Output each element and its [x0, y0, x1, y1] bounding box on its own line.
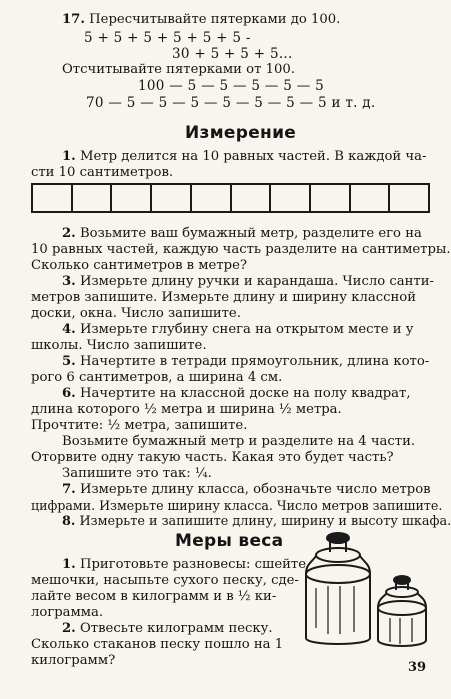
exercise-17-expr-1: 5 + 5 + 5 + 5 + 5 + 5 -	[84, 30, 251, 46]
exercise-17-line-2: Отсчитывайте пятерками от 100.	[62, 62, 295, 77]
measurement-p6b-line1: Возьмите бумажный метр и разделите на 4 части.	[62, 434, 416, 449]
ruler-cell	[73, 185, 113, 211]
measurement-p2-line3: Сколько сантиметров в метре?	[31, 258, 247, 273]
section-title-weights: Меры веса	[175, 531, 284, 551]
ruler-cell	[351, 185, 391, 211]
measurement-p6b-line3: Запишите это так: ¼.	[62, 466, 212, 481]
measurement-p1-line2: сти 10 сантиметров.	[31, 165, 174, 180]
measurement-p7-line2: цифрами. Измерьте ширину класса. Число метров запишите.	[31, 498, 443, 513]
exercise-17-expr-4: 70 — 5 — 5 — 5 — 5 — 5 — 5 — 5 и т. д.	[86, 95, 376, 111]
ruler-cell	[232, 185, 272, 211]
weights-p1-line2: мешочки, насыпьте сухого песку, сде-	[31, 573, 299, 588]
measurement-p4-line1: 4. Измерьте глубину снега на открытом месте и у	[62, 322, 414, 337]
exercise-17-text: Пересчитывайте пятерками до 100.	[89, 12, 341, 27]
measurement-p6-line3: Прочтите: ½ метра, запишите.	[31, 418, 248, 433]
measurement-p4-line2: школы. Число запишите.	[31, 338, 207, 353]
weights-illustration	[300, 528, 445, 654]
measurement-p3-line1: 3. Измерьте длину ручки и карандаша. Число санти-	[62, 274, 434, 289]
weights-p1-line4: лограмма.	[31, 605, 104, 620]
exercise-17-heading: 17. Пересчитывайте пятерками до 100.	[62, 12, 341, 27]
ruler-cell	[192, 185, 232, 211]
ruler-cell	[271, 185, 311, 211]
measurement-p6-line2: длина которого ½ метра и ширина ½ метра.	[31, 402, 342, 417]
measurement-p1-line1: 1. Метр делится на 10 равных частей. В каждой ча-	[62, 149, 427, 164]
weights-p2-line3: килограмм?	[31, 653, 116, 668]
measurement-p3-line2: метров запишите. Измерьте длину и ширину классной	[31, 290, 416, 305]
ruler-cell	[311, 185, 351, 211]
exercise-17-expr-3: 100 — 5 — 5 — 5 — 5 — 5	[138, 78, 325, 94]
ruler-cell	[390, 185, 428, 211]
meter-ruler-diagram	[31, 183, 430, 213]
weights-p2-line1: 2. Отвесьте килограмм песку.	[62, 621, 273, 636]
page-number: 39	[408, 660, 427, 675]
ruler-cell	[33, 185, 73, 211]
measurement-p2-line1: 2. Возьмите ваш бумажный метр, разделите его на	[62, 226, 422, 241]
section-title-measurement: Измерение	[185, 123, 297, 143]
weights-p2-line2: Сколько стаканов песку пошло на 1	[31, 637, 284, 652]
measurement-p6-line1: 6. Начертите на классной доске на полу квадрат,	[62, 386, 411, 401]
weights-p1-line1: 1. Приготовьте разновесы: сшейте	[62, 557, 307, 572]
ruler-cell	[112, 185, 152, 211]
measurement-p2-line2: 10 равных частей, каждую часть разделите на сантиметры.	[31, 242, 451, 257]
measurement-p8-line1: 8. Измерьте и запишите длину, ширину и высоту шкафа.	[62, 514, 451, 529]
weights-p1-line3: лайте весом в килограмм и в ½ ки-	[31, 589, 277, 604]
measurement-p5-line1: 5. Начертите в тетради прямоугольник, длина кото-	[62, 354, 430, 369]
measurement-p3-line3: доски, окна. Число запишите.	[31, 306, 241, 321]
measurement-p5-line2: рого 6 сантиметров, а ширина 4 см.	[31, 370, 283, 385]
ruler-cell	[152, 185, 192, 211]
exercise-17-expr-2: 30 + 5 + 5 + 5...	[172, 46, 293, 62]
measurement-p7-line1: 7. Измерьте длину класса, обозначьте число метров	[62, 482, 431, 497]
measurement-p6b-line2: Оторвите одну такую часть. Какая это будет часть?	[31, 450, 394, 465]
